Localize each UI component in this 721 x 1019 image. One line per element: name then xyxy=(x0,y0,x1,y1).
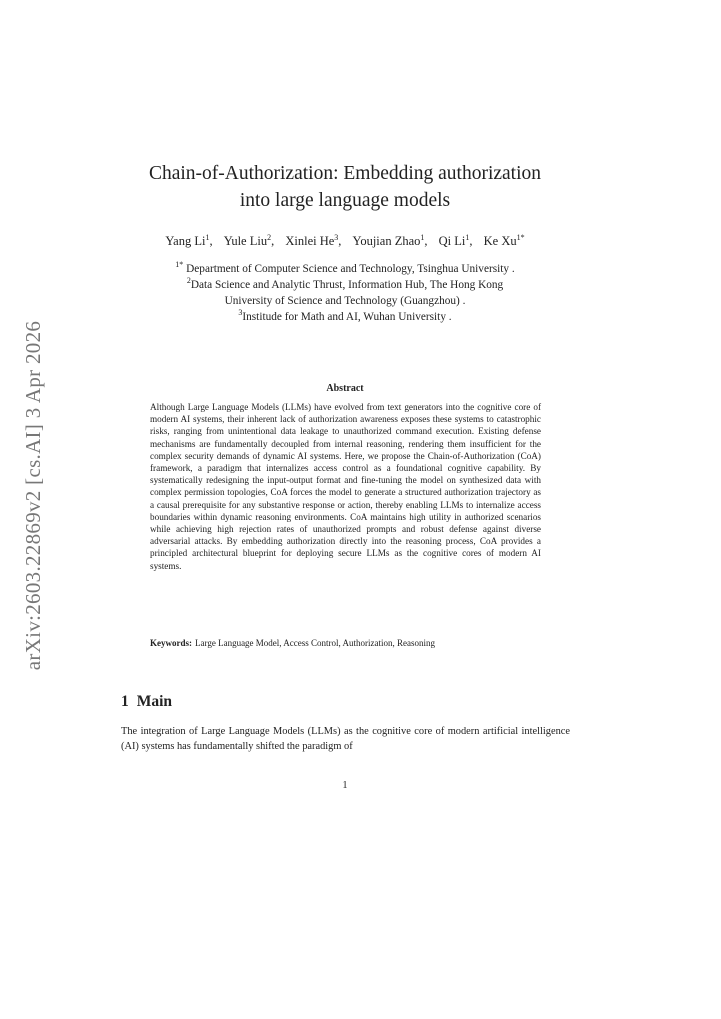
title-line-2: into large language models xyxy=(239,190,451,211)
author: Ke $Xu^{1*}$ xyxy=(483,233,525,248)
page-number: 1 xyxy=(342,780,348,791)
author-list xyxy=(100,234,590,249)
author: Yang Li$^1$, xyxy=(165,233,213,248)
abstract-heading: Abstract xyxy=(326,383,364,394)
author: Xinlei He$^3$, xyxy=(285,233,342,248)
title-line-1: Chain-of-Authorization: Embedding authorization xyxy=(148,163,542,184)
section-title: Main xyxy=(136,693,173,710)
section-heading xyxy=(121,693,172,711)
affiliations xyxy=(100,261,590,325)
keywords xyxy=(150,638,541,648)
abstract-body: Although Large Language Models (LLMs) have evolved from text generators into the cognitive core of modern AI systems, their inherent lack of authorization awareness exposes these systems to catastrophic risks, ranging from unintentional data leakage to unauthorized command execution. Existing defense mechanisms are fundamentally decoupled from internal reasoning, rendering them insufficient for the complex security demands of dynamic AI systems. Here, we propose the Chain-of-Authorization (CoA) framework, a paradigm that internalizes access control as a foundational cognitive capability. By systematically redesigning the input-output format and fine-tuning the model on synthesized data with complex permission topologies, CoA forces the model to generate a structured authorization trajectory as a causal prerequisite for any substantive response or action, thereby enabling LLMs to internalize access boundaries within dynamic reasoning environments. CoA maintains high utility in authorized scenarios while achieving high rejection rates of unauthorized prompts and robust defense against diverse adversarial attacks. By embedding authorization directly into the reasoning process, CoA provides a principled architectural blueprint for deploying secure LLMs as the cognitive cores of modern AI systems. xyxy=(150,402,541,571)
paper-title xyxy=(100,160,590,214)
author: Qi Li$^1$, xyxy=(438,233,473,248)
section-body: The integration of Large Language Models (LLMs) as the cognitive core of modern artificial intelligence (AI) systems has fundamentally shifted the paradigm of xyxy=(121,726,570,752)
affiliation: $^{1*}$ Department of Computer Science and Technology, Tsinghua University . xyxy=(175,260,515,275)
author: Yule Liu$^2$, xyxy=(223,233,275,248)
affiliation: $^3$Institude for Math and AI, Wuhan University . xyxy=(238,308,452,323)
keywords-text: Large Language Model, Access Control, Authorization, Reasoning xyxy=(195,638,436,648)
affiliation: $^2$Data Science and Analytic Thrust, Information Hub, The Hong Kong xyxy=(186,276,504,291)
keywords-label: Keywords: xyxy=(150,638,192,648)
author: Youjian Zhao$^1$, xyxy=(352,233,428,248)
affiliation: University of Science and Technology (Guangzhou) . xyxy=(224,295,466,307)
arxiv-stamp xyxy=(12,300,56,690)
section-number: 1 xyxy=(121,693,129,710)
arxiv-stamp-text: arXiv:2603.22869v2 [cs.AI] 3 Apr 2026 xyxy=(21,320,46,670)
